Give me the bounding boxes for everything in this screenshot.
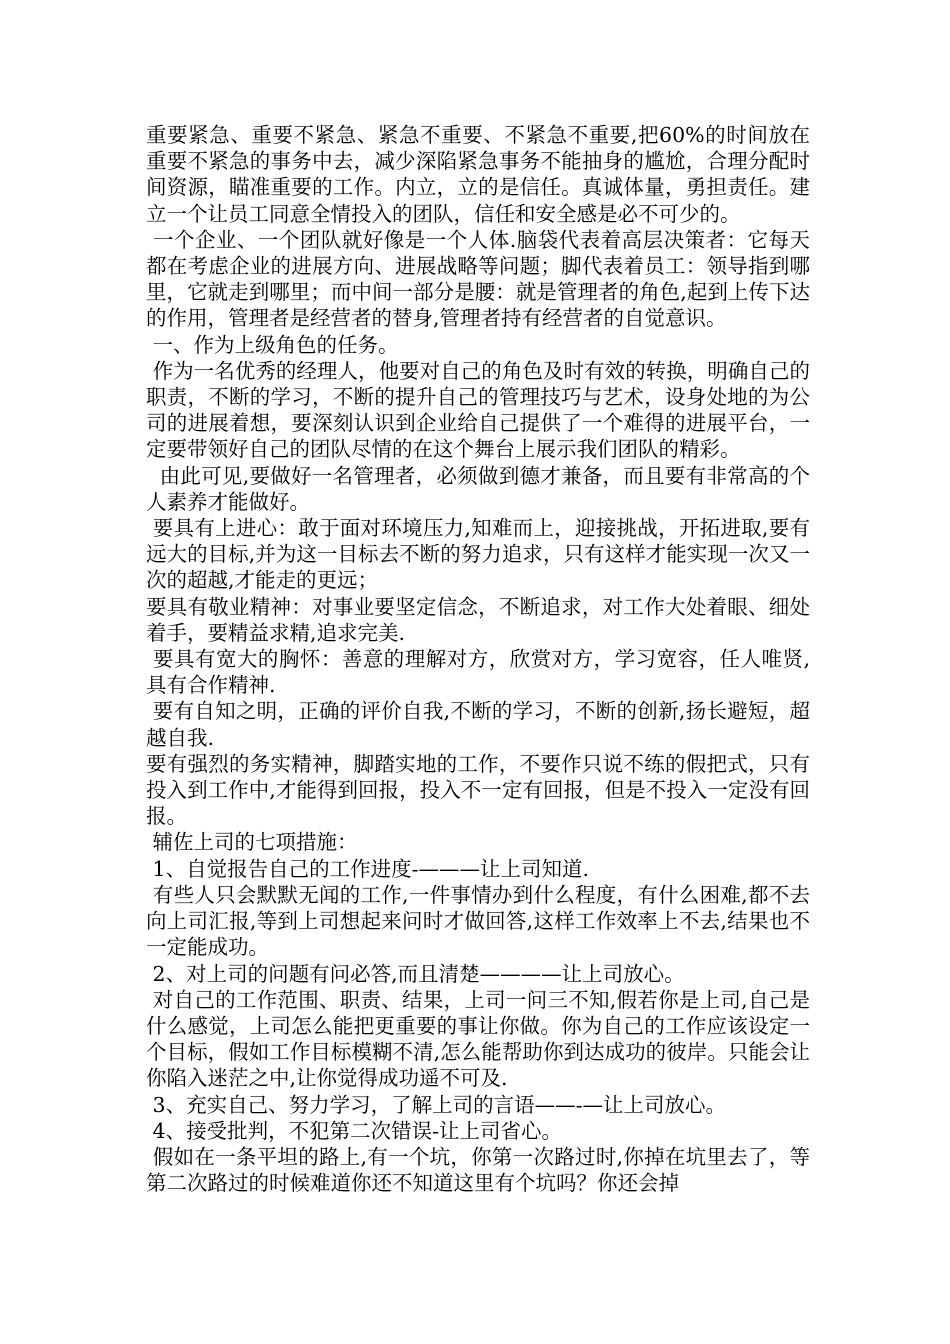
- list-item-measure-3: 3、充实自己、努力学习，了解上司的言语——-—让上司放心。: [146, 1092, 726, 1117]
- section-heading-seven-measures: 辅佐上司的七项措施：: [146, 830, 358, 855]
- paragraph-dedication: 要具有敬业精神：对事业要坚定信念，不断追求，对工作大处着眼、细处着手，要精益求精,追求完美.: [146, 594, 810, 645]
- paragraph-self-knowledge: 要有自知之明，正确的评价自我,不断的学习，不断的创新,扬长避短，超越自我.: [146, 699, 810, 750]
- paragraph-measure-1-detail: 有些人只会默默无闻的工作,一件事情办到什么程度，有什么困难,都不去向上司汇报,等到上司想起来问时才做回答,这样工作效率上不去,结果也不一定能成功。: [146, 882, 810, 960]
- paragraph-time-management: 重要紧急、重要不紧急、紧急不重要、不紧急不重要,把60%的时间放在重要不紧急的事务中去，减少深陷紧急事务不能抽身的尴尬，合理分配时间资源，瞄准重要的工作。内立，立的是信任。真诚体量，勇担责任。建立一个让员工同意全情投入的团队，信任和安全感是必不可少的。: [146, 123, 810, 226]
- list-item-measure-4: 4、接受批判，不犯第二次错误-让上司省心。: [146, 1118, 562, 1143]
- paragraph-team-body-metaphor: 一个企业、一个团队就好像是一个人体.脑袋代表着高层决策者：它每天都在考虑企业的进展方向、进展战略等问题；脚代表着员工：领导指到哪里，它就走到哪里；而中间一部分是腰：就是管理者的角色,起到上传下达的作用，管理者是经营者的替身,管理者持有经营者的自觉意识。: [146, 227, 810, 331]
- list-item-measure-1: 1、自觉报告自己的工作进度-———让上司知道.: [146, 856, 590, 881]
- list-item-measure-2: 2、对上司的问题有问必答,而且清楚————让上司放心。: [146, 961, 685, 986]
- section-heading-superior-role: 一、作为上级角色的任务。: [146, 332, 399, 357]
- paragraph-measure-2-detail: 对自己的工作范围、职责、结果，上司一问三不知,假若你是上司,自己是什么感觉，上司怎么能把更重要的事让你做。你为自己的工作应该设定一个目标，假如工作目标模糊不清,怎么能帮助你到达成功的彼岸。只能会让你陷入迷茫之中,让你觉得成功遥不可及.: [146, 987, 810, 1091]
- paragraph-manager-role: 作为一名优秀的经理人，他要对自己的角色及时有效的转换，明确自己的职责，不断的学习，不断的提升自己的管理技巧与艺术，设身处地的为公司的进展着想，要深刻认识到企业给自己提供了一个难得的进展平台，一定要带领好自己的团队尽情的在这个舞台上展示我们团队的精彩。: [146, 358, 810, 462]
- paragraph-open-mind: 要具有宽大的胸怀：善意的理解对方，欣赏对方，学习宽容，任人唯贤,具有合作精神.: [146, 647, 810, 698]
- paragraph-virtue-talent: 由此可见,要做好一名管理者，必须做到德才兼备，而且要有非常高的个人素养才能做好。: [146, 463, 810, 514]
- paragraph-pragmatism: 要有强烈的务实精神，脚踏实地的工作，不要作只说不练的假把式，只有投入到工作中,才能得到回报，投入不一定有回报，但是不投入一定没有回报。: [146, 751, 810, 829]
- paragraph-measure-4-detail: 假如在一条平坦的路上,有一个坑，你第一次路过时,你掉在坑里去了，等第二次路过的时候难道你还不知道这里有个坑吗？你还会掉: [146, 1144, 810, 1196]
- document-body: [146, 122, 810, 1196]
- paragraph-ambition: 要具有上进心：敢于面对环境压力,知难而上，迎接挑战，开拓进取,要有远大的目标,并为这一目标去不断的努力追求，只有这样才能实现一次又一次的超越,才能走的更远；: [146, 516, 810, 593]
